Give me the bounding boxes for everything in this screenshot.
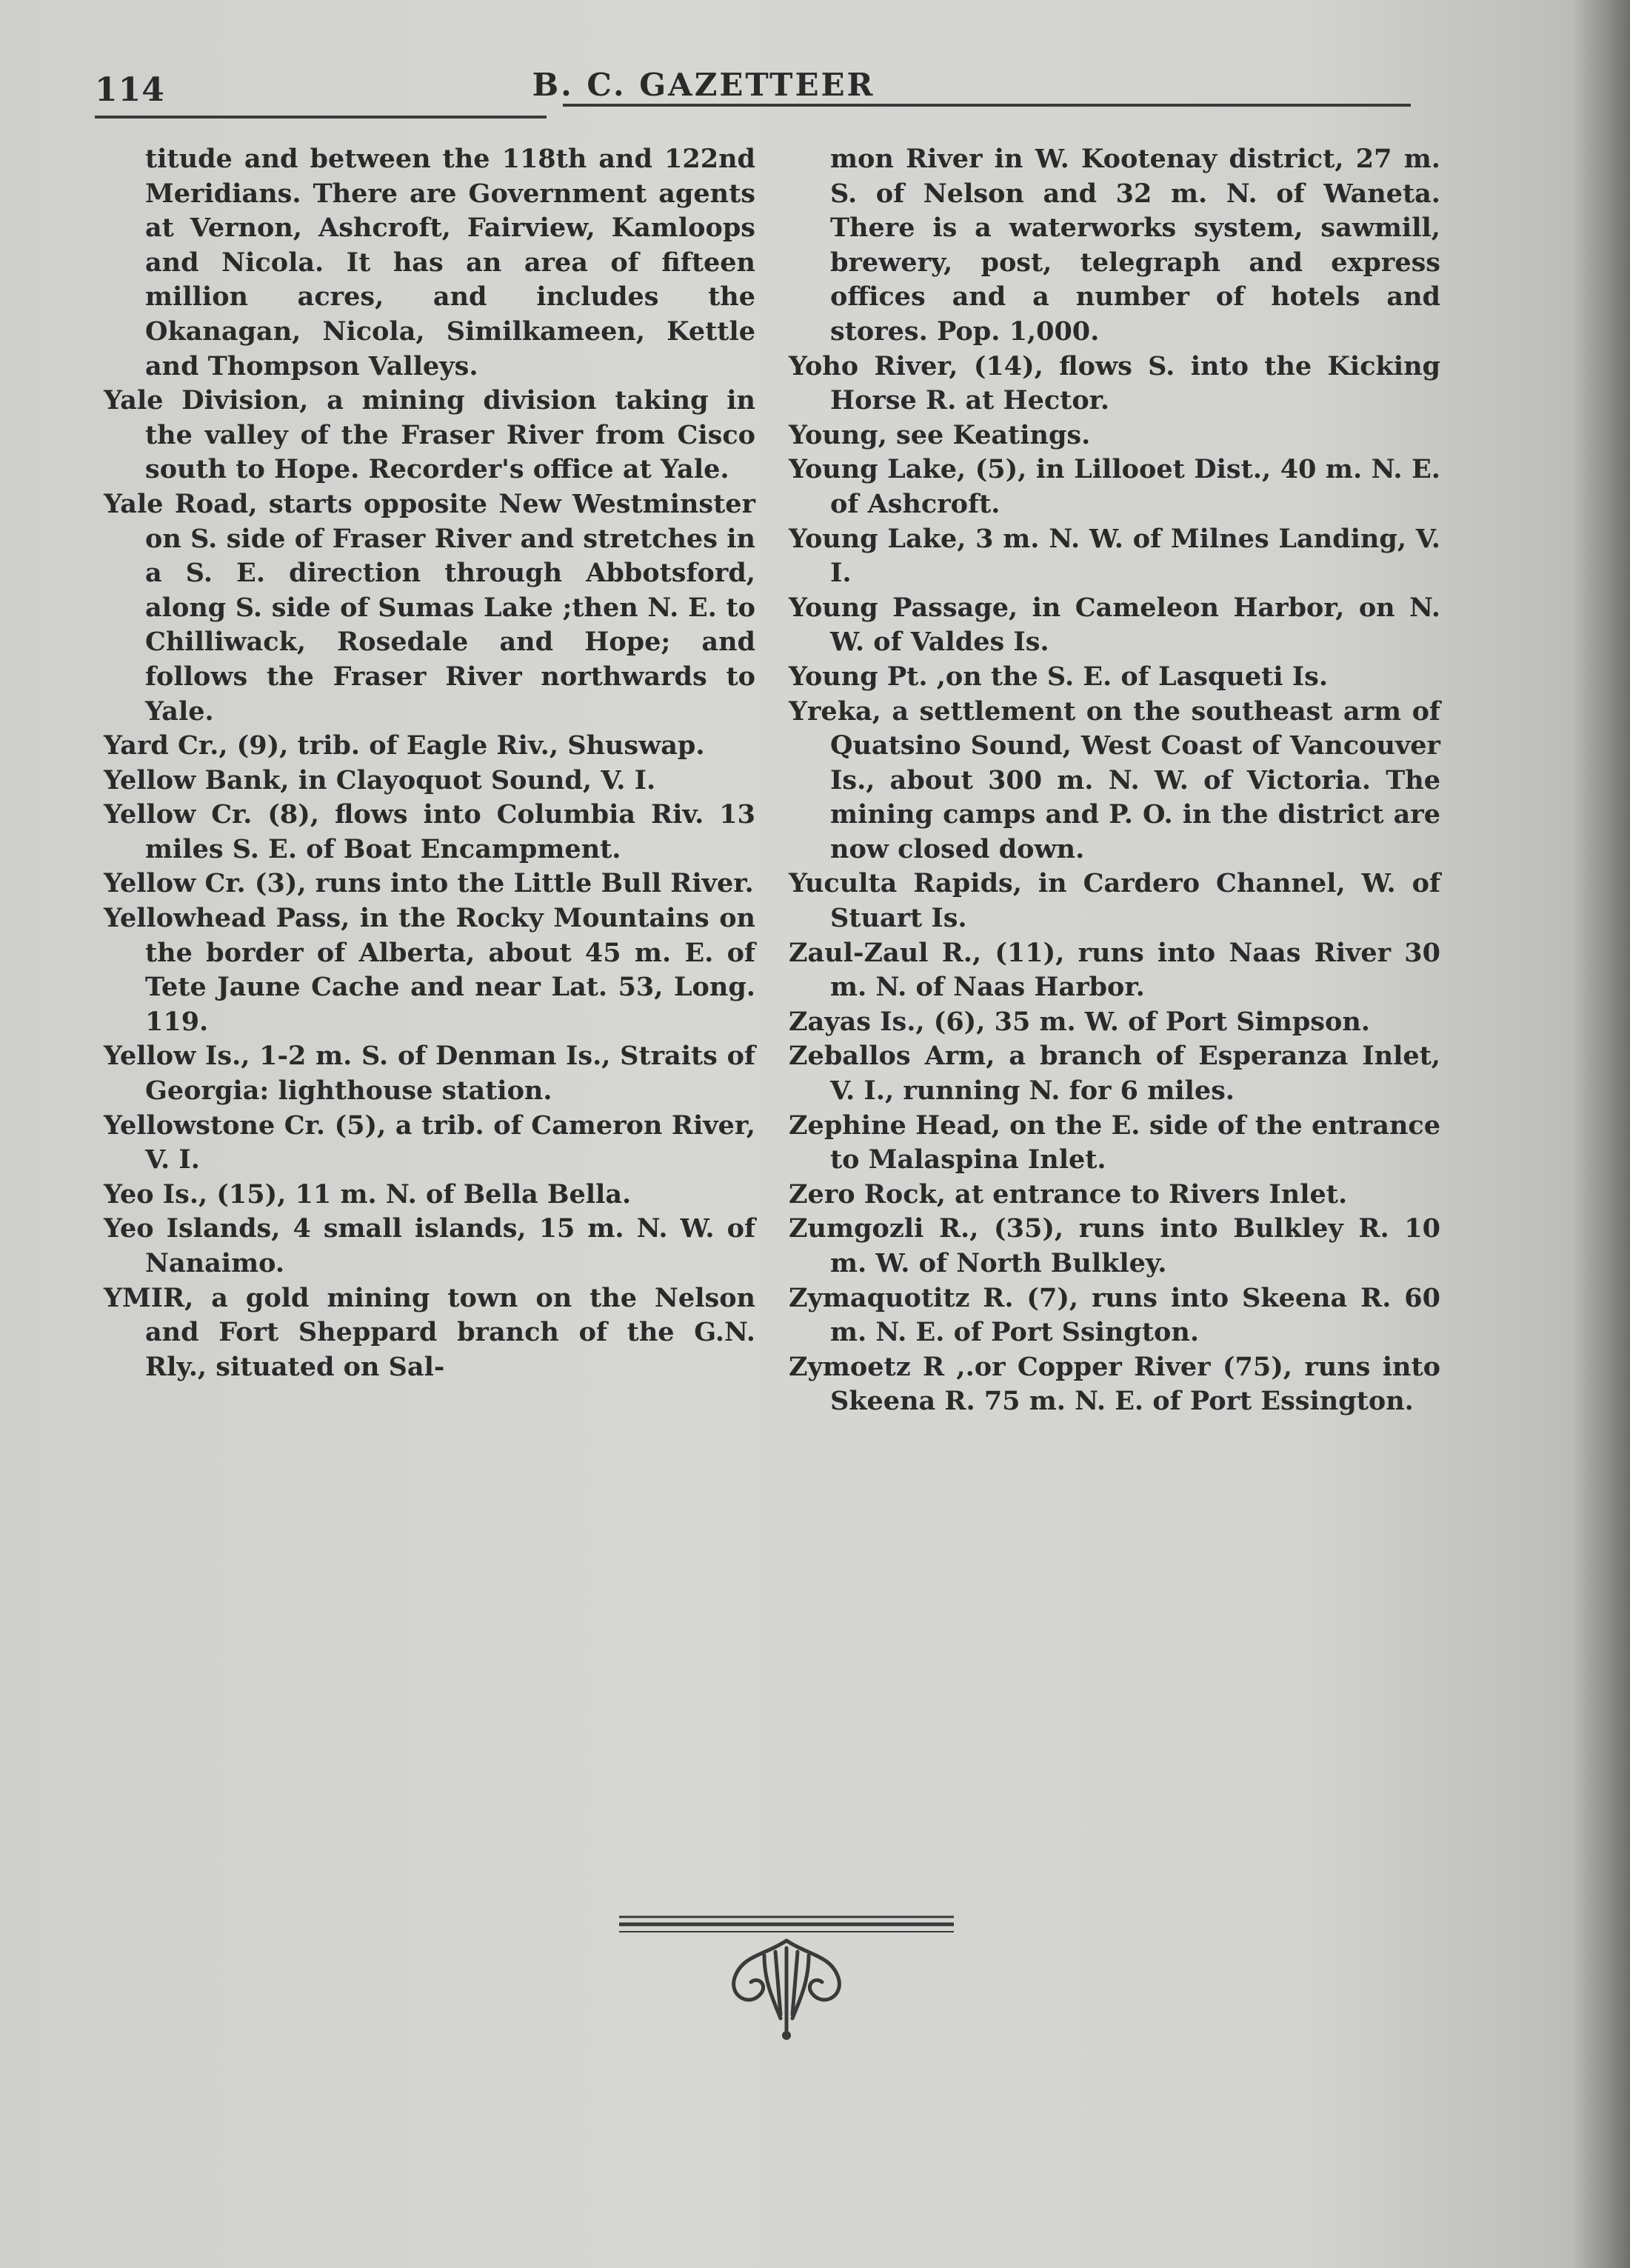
entry-yellow-creek-3: Yellow Cr. (3), runs into the Little Bull River.: [104, 868, 754, 899]
entry-zaul-zaul-river: Zaul-Zaul R., (11), runs into Naas River 30 m. N. of Naas Harbor.: [789, 937, 1440, 1003]
right-column: [789, 142, 1440, 1419]
entry-ymir-continued: mon River in W. Kootenay district, 27 m. S. of Nelson and 32 m. N. of Waneta. There is a waterworks system, sawmill, brewery, post, telegraph and express offices and a number of hotels and stores. Pop. 1,000.: [830, 144, 1440, 347]
entry-zayas-island: Zayas Is., (6), 35 m. W. of Port Simpson.: [789, 1006, 1370, 1037]
entry-zymaquotitz-river: Zymaquotitz R. (7), runs into Skeena R. 60 m. N. E. of Port Ssington.: [789, 1282, 1440, 1348]
entry-young: Young, see Keatings.: [789, 419, 1091, 450]
running-title: B. C. GAZETTEER: [532, 67, 875, 103]
entry-continuation: titude and between the 118th and 122nd Meridians. There are Government agents at Vernon, Ashcroft, Fairview, Kamloops and Nicola. It has an area of fifteen million acres, and includes the Okanagan, Nicola, Similkameen, Kettle and Thompson Valleys.: [145, 144, 755, 381]
entry-yeo-island: Yeo Is., (15), 11 m. N. of Bella Bella.: [104, 1178, 632, 1210]
entry-yuculta-rapids: Yuculta Rapids, in Cardero Channel, W. of Stuart Is.: [789, 868, 1440, 934]
header-rule-left: [95, 116, 547, 119]
entry-zero-rock: Zero Rock, at entrance to Rivers Inlet.: [789, 1178, 1348, 1210]
entry-ymir: YMIR, a gold mining town on the Nelson and Fort Sheppard branch of the G.N. Rly., situated on Sal-: [104, 1282, 755, 1382]
entry-zumgozli-river: Zumgozli R., (35), runs into Bulkley R. 10 m. W. of North Bulkley.: [789, 1213, 1440, 1278]
entry-yard-creek: Yard Cr., (9), trib. of Eagle Riv., Shuswap.: [104, 730, 705, 761]
header-rule-right: [563, 104, 1411, 107]
entry-yellowstone-creek: Yellowstone Cr. (5), a trib. of Cameron River, V. I.: [104, 1110, 755, 1175]
entry-yoho-river: Yoho River, (14), flows S. into the Kicking Horse R. at Hector.: [789, 350, 1440, 416]
entry-yreka: Yreka, a settlement on the southeast arm of Quatsino Sound, West Coast of Vancouver Is., about 300 m. N. W. of Victoria. The mining camps and P. O. in the district are now closed down.: [789, 696, 1440, 864]
entry-young-lake-lillooet: Young Lake, (5), in Lillooet Dist., 40 m. N. E. of Ashcroft.: [789, 454, 1440, 519]
entry-yale-road: Yale Road, starts opposite New Westminster on S. side of Fraser River and stretches in a S. E. direction through Abbotsford, along S. side of Sumas Lake ;then N. E. to Chilliwack, Rosedale and Hope; and follows the Fraser River northwards to Yale.: [104, 488, 755, 727]
entry-young-lake-milnes: Young Lake, 3 m. N. W. of Milnes Landing, V. I.: [789, 523, 1440, 589]
entry-yale-division: Yale Division, a mining division taking in the valley of the Fraser River from Cisco south to Hope. Recorder's office at Yale.: [104, 385, 755, 485]
entry-zeballos-arm: Zeballos Arm, a branch of Esperanza Inlet, V. I., running N. for 6 miles.: [789, 1041, 1440, 1107]
decorative-ornament-icon: [616, 1911, 957, 2044]
entry-young-passage: Young Passage, in Cameleon Harbor, on N. W. of Valdes Is.: [789, 592, 1440, 658]
entry-yellowhead-pass: Yellowhead Pass, in the Rocky Mountains on the border of Alberta, about 45 m. E. of Tete Jaune Cache and near Lat. 53, Long. 119.: [104, 903, 755, 1037]
entry-yeo-islands: Yeo Islands, 4 small islands, 15 m. N. W. of Nanaimo.: [104, 1213, 755, 1278]
entry-yellow-bank: Yellow Bank, in Clayoquot Sound, V. I.: [104, 764, 656, 796]
left-column: [104, 142, 755, 1384]
entry-yellow-island: Yellow Is., 1-2 m. S. of Denman Is., Straits of Georgia: lighthouse station.: [104, 1041, 755, 1107]
entry-young-point: Young Pt. ,on the S. E. of Lasqueti Is.: [789, 661, 1329, 692]
entry-yellow-creek-8: Yellow Cr. (8), flows into Columbia Riv. 13 miles S. E. of Boat Encampment.: [104, 799, 755, 864]
book-spine-shadow: [1571, 0, 1630, 2268]
entry-zephine-head: Zephine Head, on the E. side of the entrance to Malaspina Inlet.: [789, 1110, 1440, 1175]
page-number: 114: [95, 71, 165, 109]
entry-zymoetz-river: Zymoetz R ,.or Copper River (75), runs into Skeena R. 75 m. N. E. of Port Essington.: [789, 1351, 1440, 1417]
